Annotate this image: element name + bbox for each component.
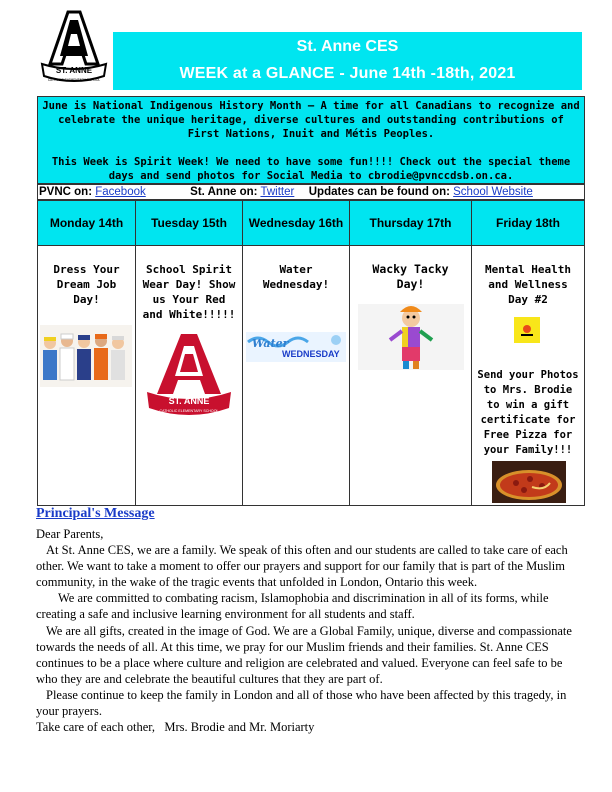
day-theme: School Spirit Wear Day! Show us Your Red and White!!!!! [142,263,236,321]
updates-label: Updates can be found on: [308,186,450,198]
spirit-week-text: This Week is Spirit Week! We need to have some fun!!!! Check out the special theme days and send photos for Social Media to cbrodie@pvnccdsb.on.ca. [51,156,571,182]
photo-contest-text: Send your Photos to Mrs. Brodie to win a gift certificate for Free Pizza for your Family!!! [477,369,579,456]
message-paragraph: At St. Anne CES, we are a family. We speak of this often and our students are called to take care of each other. We want to take a moment to offer our prayers and support for our family that is part of the Muslim community, in the wake of the tragic events that unfolded in London, Ontario this week. [36,543,568,590]
day-header-friday: Friday 18th [472,201,584,245]
stanne-label: St. Anne on: [190,186,258,198]
indigenous-month-text: June is National Indigenous History Month – A time for all Canadians to recognize and celebrate the unique heritage, diverse cultures and outstanding contributions of First Nations, Inuit and Métis Peoples. [42,100,580,140]
school-logo [38,8,110,88]
twitter-link[interactable]: Twitter [260,186,295,198]
day-cell-monday [38,245,135,505]
facebook-link[interactable]: Facebook [95,186,146,198]
day-cell-wednesday [243,245,349,505]
day-theme: Water Wednesday! [262,263,330,291]
announcement-box [37,96,585,184]
signoff: Take care of each other, Mrs. Brodie and Mr. Moriarty [36,720,315,735]
message-paragraph: We are committed to combating racism, Islamophobia and discrimination in all of its forms, while creating a safe and inclusive learning environment for all students and staff. [36,591,549,622]
wednesday-label: WEDNESDAY [282,349,340,359]
day-theme: Mental Health and Wellness Day #2 [484,263,572,306]
week-title: WEEK at a GLANCE - June 14th -18th, 2021 [179,65,516,82]
principal-message-title[interactable]: Principal's Message [36,506,155,521]
logo-text: ST. ANNE [168,396,210,406]
svg-text:Water: Water [252,337,289,350]
greeting: Dear Parents, [36,527,104,541]
logo-subtext: CATHOLIC ELEMENTARY SCHOOL [159,409,219,413]
day-header-tuesday: Tuesday 15th [136,201,242,245]
water-wednesday-image [246,332,349,367]
career-kids-image [40,325,135,392]
day-cell-tuesday [136,245,242,505]
day-header-monday: Monday 14th [38,201,135,245]
links-row [37,184,585,200]
principal-message [36,526,581,735]
message-paragraph: We are all gifts, created in the image of God. We are a Global Family, unique, diverse and compassionate towards the needs of all. At this time, we pray for our Muslim friends and their families. St. Anne CES continues to be a place where culture and religion are celebrated and valued. Everyone can feel safe to be who they are and celebrate the beautiful cultures that they are part of. [36,623,572,686]
pizza-image [492,461,584,508]
logo-subtext: CATHOLIC ELEMENTARY SCHOOL [47,78,101,82]
day-cell-friday [472,245,584,505]
title-banner [113,32,582,90]
school-name: St. Anne CES [296,38,399,55]
school-logo-red [143,332,242,425]
day-header-thursday: Thursday 17th [350,201,471,245]
logo-text: ST. ANNE [55,66,93,75]
pvnc-label: PVNC on: [39,186,93,198]
day-theme: Dress Your Dream Job Day! [53,263,120,306]
wellness-icon [514,317,584,348]
day-cell-thursday [350,245,471,505]
website-link[interactable]: School Website [453,186,533,198]
day-theme: Wacky Tacky Day! [372,262,449,291]
week-calendar [37,200,585,506]
wacky-tacky-image [358,304,471,375]
day-header-wednesday: Wednesday 16th [243,201,349,245]
message-paragraph: Please continue to keep the family in London and all of those who have been affected by this tragedy, in your prayers. [36,687,567,719]
